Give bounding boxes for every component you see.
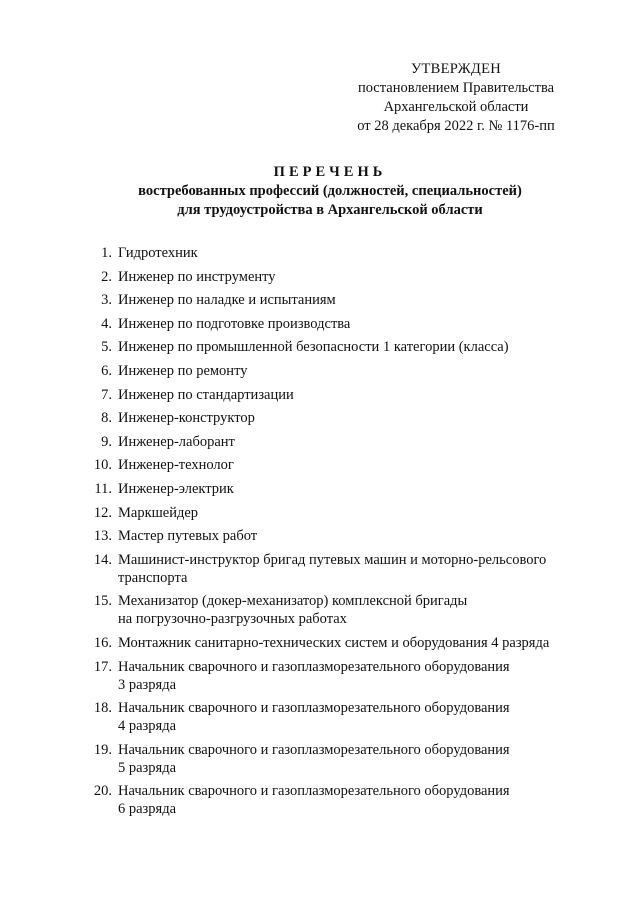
approval-heading: УТВЕРЖДЕН [410, 61, 502, 77]
approval-stamp [326, 60, 586, 136]
list-item-number: 19. [93, 741, 112, 758]
list-item-text: Инженер по подготовке производства [118, 315, 351, 332]
list-item [78, 433, 598, 451]
list-item [78, 268, 598, 286]
list-item-text: Мастер путевых работ [118, 528, 258, 545]
list-item [78, 527, 598, 545]
list-item [78, 409, 598, 427]
list-item-number: 2. [101, 268, 112, 285]
list-item-text: Машинист-инструктор бригад путевых машин и моторно-рельсового транспорта [118, 551, 547, 586]
list-item [78, 315, 598, 333]
list-item-number: 15. [93, 593, 112, 610]
list-item [78, 456, 598, 474]
list-item-text: Маркшейдер [118, 504, 199, 521]
list-item-text: Инженер-лаборант [118, 433, 235, 450]
title-main: ПЕРЕЧЕНЬ [273, 164, 387, 180]
list-item-number: 1. [101, 245, 112, 261]
list-item [78, 782, 598, 818]
list-item [78, 244, 598, 262]
list-item [78, 551, 598, 587]
list-item-number: 3. [101, 292, 112, 309]
document-title [0, 163, 640, 220]
list-item [78, 741, 598, 777]
list-item-number: 4. [101, 315, 112, 332]
list-item-number: 16. [93, 634, 112, 651]
list-item-text: Инженер-технолог [118, 457, 234, 474]
title-subtitle: для трудоустройства в Архангельской области [177, 202, 483, 218]
list-item-text: Инженер по наладке и испытаниям [118, 292, 336, 309]
list-item-number: 12. [93, 504, 112, 521]
approval-date: от 28 декабря 2022 г. № 1176-пп [357, 118, 555, 134]
list-item-number: 14. [93, 551, 112, 568]
approval-line: Архангельской области [383, 99, 529, 115]
list-item-number: 9. [101, 433, 112, 450]
list-item [78, 592, 598, 628]
list-item [78, 291, 598, 309]
list-item-text: Инженер по ремонту [118, 362, 248, 379]
list-item [78, 504, 598, 522]
list-item [78, 480, 598, 498]
list-item-number: 8. [101, 410, 112, 427]
list-item-text: Монтажник санитарно-технических систем и оборудования 4 разряда [118, 634, 550, 651]
list-item-text: Инженер по инструменту [118, 268, 276, 285]
list-item-number: 11. [94, 480, 112, 497]
list-item-number: 20. [93, 783, 112, 800]
list-item-text: Инженер-конструктор [118, 410, 255, 427]
list-item-text: Начальник сварочного и газоплазморезательного оборудования 6 разряда [118, 783, 510, 818]
list-item [78, 338, 598, 356]
list-item-number: 6. [101, 362, 112, 379]
list-item-text: Гидротехник [118, 245, 198, 261]
approval-line: постановлением Правительства [357, 80, 555, 96]
list-item [78, 699, 598, 735]
list-item-number: 10. [93, 457, 112, 474]
list-item-text: Механизатор (докер-механизатор) комплексной бригады на погрузочно-разгрузочных работах [118, 593, 468, 628]
list-item-number: 17. [93, 658, 112, 675]
list-item-number: 5. [101, 339, 112, 356]
list-item-number: 18. [93, 700, 112, 717]
list-item-text: Инженер по промышленной безопасности 1 категории (класса) [118, 339, 509, 356]
list-item-text: Начальник сварочного и газоплазморезательного оборудования 3 разряда [118, 658, 510, 693]
list-item-text: Начальник сварочного и газоплазморезательного оборудования 5 разряда [118, 741, 510, 776]
list-item [78, 658, 598, 694]
title-subtitle: востребованных профессий (должностей, специальностей) [138, 183, 522, 199]
list-item [78, 362, 598, 380]
list-item [78, 386, 598, 404]
list-item-number: 13. [93, 528, 112, 545]
list-item [78, 634, 598, 652]
list-item-text: Инженер-электрик [118, 480, 234, 497]
list-item-text: Инженер по стандартизации [118, 386, 294, 403]
list-item-number: 7. [101, 386, 112, 403]
list-item-text: Начальник сварочного и газоплазморезательного оборудования 4 разряда [118, 700, 510, 735]
profession-list [78, 244, 598, 824]
